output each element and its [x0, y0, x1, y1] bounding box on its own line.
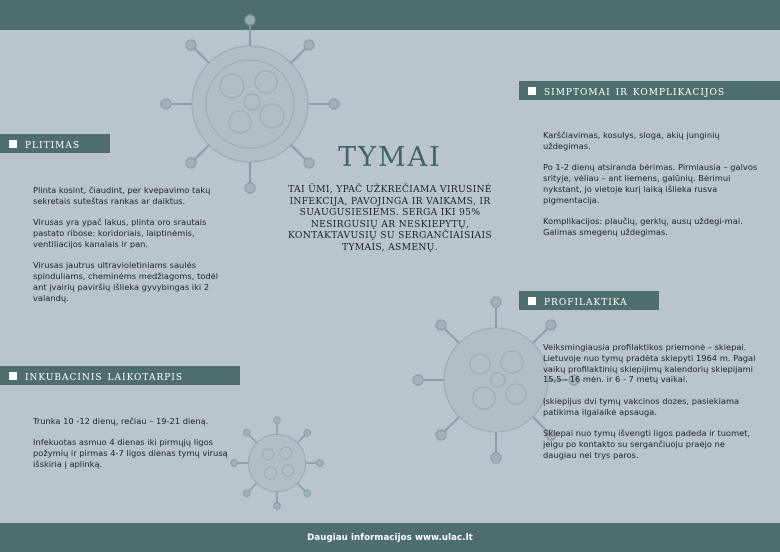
section-body-inkubacinis [33, 416, 238, 480]
section-body-plitimas [33, 185, 233, 314]
section-header-profilaktika [519, 291, 659, 310]
paragraph: Virusas yra ypač lakus, plinta oro srautais pastato ribose: koridoriais, laiptinėmis, ventiliacijos kanalais ir pan. [33, 217, 207, 249]
square-bullet-icon [528, 87, 536, 95]
section-header-simptomai [519, 81, 780, 100]
paragraph: Komplikacijos: plaučių, gerklų, ausų uždegi-mai. Galimas smegenų uždegimas. [543, 215, 743, 237]
intro-text: TAI ŪMI, YPAČ UŽKREČIAMA VIRUSINĖ INFEKCIJA, PAVOJINGA IR VAIKAMS, IR SUAUGUSIESIEMS. SERGA IKI 95% NESIRGUSIŲ AR NESKIEPYTŲ, KONTAKTAVUSIŲ SU SERGANČIAISIAIS TYMAIS, ASMENŲ. [288, 184, 492, 253]
page-title: TYMAI [338, 142, 442, 173]
paragraph: Plinta kosint, čiaudint, per kvėpavimo takų sekretais suteštas rankas ar daiktus. [33, 185, 211, 206]
section-title: plitimas [25, 136, 81, 151]
square-bullet-icon [9, 140, 17, 148]
section-body-simptomai [543, 130, 763, 248]
paragraph: Infekuotas asmuo 4 dienas iki pirmųjų ligos požymių ir pirmas 4-7 ligos dienas tymų virusą išskiria į aplinką. [33, 437, 228, 469]
square-bullet-icon [528, 297, 536, 305]
section-title: profilaktika [544, 293, 628, 308]
top-band [0, 0, 780, 30]
square-bullet-icon [9, 372, 17, 380]
section-body-profilaktika [543, 342, 758, 471]
paragraph: Trunka 10 -12 dienų, rečiau – 19-21 dieną. [33, 416, 209, 426]
virus-illustration-bottom [222, 408, 332, 518]
paragraph: Skiepai nuo tymų išvengti ligos padeda ir tuomet, jeigu po kontakto su sergančiuoju praėjo ne daugiau nei trys paros. [543, 427, 751, 460]
paragraph: Virusas jautrus ultravioletiniams saulės spinduliams, cheminėms medžiagoms, todėl ant įvairių paviršių išlieka gyvybingas iki 2 valandų. [33, 260, 218, 303]
section-title: inkubacinis laikotarpis [25, 368, 183, 383]
section-title: simptomai ir komplikacijos [544, 83, 726, 98]
paragraph: Karščiavimas, kosulys, sloga, akių junginių uždegimas. [543, 130, 720, 151]
section-header-plitimas [0, 134, 110, 153]
footer-band [0, 523, 780, 552]
footer-text: Daugiau informacijos www.ulac.lt [307, 532, 473, 543]
paragraph: Po 1-2 dienų atsiranda bėrimas. Pirmiausia – galvos srityje, vėliau – ant liemens, galūnių. Bėrimui nykstant, jo vietoje kurį laiką išlieka rusva pigmentacija. [543, 162, 758, 205]
virus-illustration-top [140, 0, 360, 214]
paragraph: Veiksmingiausia profilaktikos priemonė – skiepai. Lietuvoje nuo tymų pradėta skiepyti 1964 m. Pagal vaikų profilaktinių skiepijimų kalendorių skiepijami 15,5 - 16 mėn. ir 6 - 7 metų vaikai. [543, 342, 756, 385]
section-header-inkubacinis [0, 366, 240, 385]
paragraph: Įskiepijus dvi tymų vakcinos dozes, pasiekiama patikima ilgalaikė apsauga. [543, 395, 740, 417]
